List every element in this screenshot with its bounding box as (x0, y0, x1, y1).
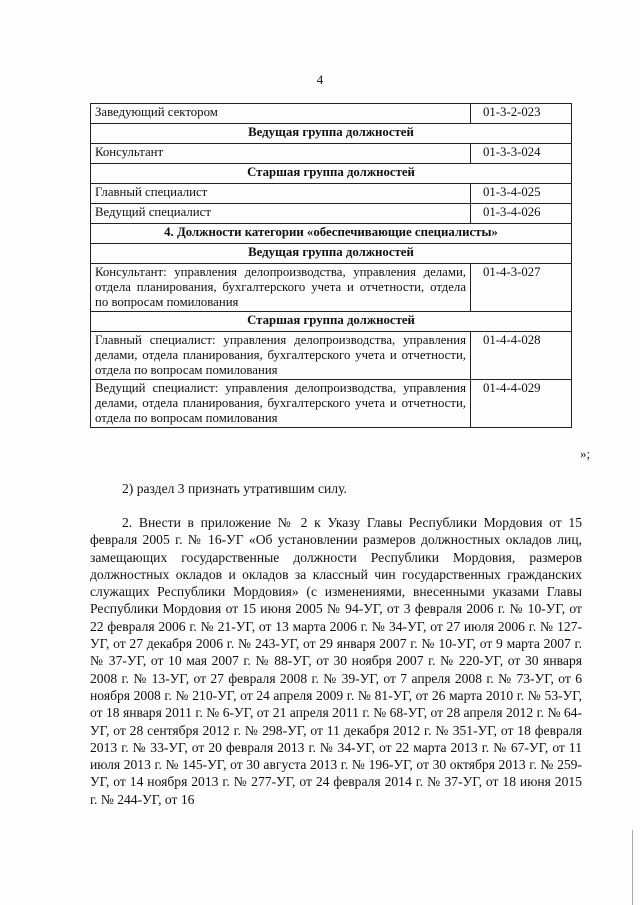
group-header: Старшая группа должностей (91, 164, 572, 184)
position-code: 01-3-2-023 (471, 104, 572, 124)
position-code: 01-4-3-027 (471, 264, 572, 312)
positions-table (90, 103, 572, 428)
position-title: Консультант: управления делопроизводства, управления делами, отдела планирования, бухгалтерского учета и отчетности, отдела по вопросам помилования (91, 264, 471, 312)
group-header: Ведущая группа должностей (91, 244, 572, 264)
table-row (91, 332, 572, 380)
paragraph-section-3: 2) раздел 3 признать утратившим силу. (122, 481, 347, 496)
table-row (91, 264, 572, 312)
position-title: Консультант (91, 144, 471, 164)
scan-edge-line (632, 830, 633, 905)
position-title: Ведущий специалист (91, 204, 471, 224)
group-header-row (91, 164, 572, 184)
group-header: Старшая группа должностей (91, 312, 572, 332)
position-code: 01-3-4-026 (471, 204, 572, 224)
category-header: 4. Должности категории «обеспечивающие специалисты» (91, 224, 572, 244)
position-code: 01-3-4-025 (471, 184, 572, 204)
table-row (91, 184, 572, 204)
position-title: Главный специалист: управления делопроизводства, управления делами, отдела планирования, бухгалтерского учета и отчетности, отдела по вопросам помилования (91, 332, 471, 380)
table-row (91, 104, 572, 124)
position-title: Заведующий сектором (91, 104, 471, 124)
position-code: 01-4-4-028 (471, 332, 572, 380)
table-row (91, 380, 572, 428)
group-header-row (91, 312, 572, 332)
group-header-row (91, 244, 572, 264)
group-header: Ведущая группа должностей (91, 124, 572, 144)
position-code: 01-4-4-029 (471, 380, 572, 428)
group-header-row (91, 124, 572, 144)
closing-quote-mark: »; (580, 446, 591, 461)
position-code: 01-3-3-024 (471, 144, 572, 164)
table-row (91, 204, 572, 224)
category-header-row (91, 224, 572, 244)
paragraph-amendment-2: 2. Внести в приложение № 2 к Указу Главы Республики Мордовия от 15 февраля 2005 г. № 16-УГ «Об установлении размеров должностных окладов лиц, замещающих государственные должности Республики Мордовия, размеров должностных окладов и окладов за классный чин государственных гражданских служащих Республики Мордовия» (с изменениями, внесенными указами Главы Республики Мордовия от 15 июня 2005 № 94-УГ, от 3 февраля 2006 г. № 10-УГ, от 22 февраля 2006 г. № 21-УГ, от 13 марта 2006 г. № 34-УГ, от 27 июля 2006 г. № 127-УГ, от 27 декабря 2006 г. № 243-УГ, от 29 января 2007 г. № 10-УГ, от 9 марта 2007 г. № 37-УГ, от 10 мая 2007 г. № 88-УГ, от 30 ноября 2007 г. № 220-УГ, от 30 января 2008 г. № 13-УГ, от 27 февраля 2008 г. № 39-УГ, от 7 апреля 2008 г. № 73-УГ, от 6 ноября 2008 г. № 210-УГ, от 24 апреля 2009 г. № 81-УГ, от 26 марта 2010 г. № 53-УГ, от 18 января 2011 г. № 6-УГ, от 21 апреля 2011 г. № 68-УГ, от 28 апреля 2012 г. № 64-УГ, от 28 сентября 2012 г. № 298-УГ, от 11 декабря 2012 г. № 351-УГ, от 18 февраля 2013 г. № 33-УГ, от 20 февраля 2013 г. № 34-УГ, от 22 марта 2013 г. № 67-УГ, от 11 июля 2013 г. № 145-УГ, от 30 августа 2013 г. № 196-УГ, от 30 октября 2013 г. № 259-УГ, от 14 ноября 2013 г. № 277-УГ, от 24 февраля 2014 г. № 37-УГ, от 18 июня 2015 г. № 244-УГ, от 16 (90, 515, 582, 807)
position-title: Ведущий специалист: управления делопроизводства, управления делами, отдела планирования, бухгалтерского учета и отчетности, отдела по вопросам помилования (91, 380, 471, 428)
page-number: 4 (316, 72, 324, 87)
position-title: Главный специалист (91, 184, 471, 204)
table-row (91, 144, 572, 164)
